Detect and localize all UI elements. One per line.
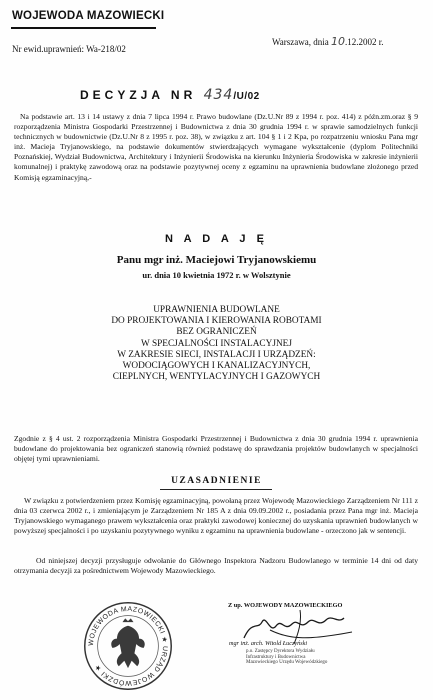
place-date-prefix: Warszawa, dnia [272,37,329,47]
qualification-line: UPRAWNIENIA BUDOWLANE [153,305,280,315]
qualification-line: W ZAKRESIE SIECI, INSTALACJI I URZĄDZEŃ: [117,349,316,360]
place-and-date [272,35,384,48]
signatory-role-line: Infrastruktury i Budownictwa [246,654,306,660]
justification-paragraph: W związku z potwierdzeniem przez Komisję egzaminacyjną, powołaną przez Wojewodę Mazowieckiego Zarządzeniem Nr 111 z dnia 03 czerwca 2002 r., i zmieniającym je Zarządzeniem Nr 185 A z dnia 09.09.2002 r., posiadania przez Pana mgr inż. Macieja Tryjanowskiego wymaganego prawem wykształcenia oraz praktyki zawodowej koniecznej do uzyskania uprawnień budowlanych w powyższej specjalności i po uzyskaniu pozytywnego wyniku z egzaminu na uprawnienia budowlane - orzeczono jak w sentencji. [14,496,418,536]
signatory-role [246,649,327,666]
qualification-line: BEZ OGRANICZEŃ [176,327,257,338]
scope-note-paragraph: Zgodnie z § 4 ust. 2 rozporządzenia Ministra Gospodarki Przestrzennej i Budownictwa z dnia 30 grudnia 1994 r. uprawnienia budowlane do projektowania bez ograniczeń stanowią również podstawę do sprawdzania projektów budowlanych w specjalności objętej tymi uprawnieniami. [14,434,418,464]
qualification-line: CIEPLNYCH, WENTYLACYJNYCH I GAZOWYCH [112,372,321,383]
qualification-line: WODOCIĄGOWYCH I KANALIZACYJNYCH, [122,361,311,372]
appeal-paragraph: Od niniejszej decyzji przysługuje odwołanie do Głównego Inspektora Nadzoru Budowlanego w terminie 14 dni od daty otrzymania decyzji za pośrednictwem Wojewody Mazowieckiego. [14,556,418,576]
place-date-suffix: .12.2002 r. [345,37,384,47]
addressee-name: Panu mgr inż. Maciejowi Tryjanowskiemu [116,254,317,266]
signatory-role-line: Mazowieckiego Urzędu Wojewódzkiego [246,660,328,666]
seal-legend: WOJEWODA MAZOWIECKI ★ URZĄD WOJEWÓDZKI ★ [87,605,169,686]
signatory-name: mgr inż. arch. Witold Łuczyński [229,640,308,647]
signatory-role-line: p.o. Zastępcy Dyrektora Wydziału [246,649,315,654]
decision-number-suffix: /U/02 [233,91,260,102]
justification-heading: UZASADNIENIE [171,476,262,486]
qualification-block [0,305,433,383]
qualification-line: DO PROJEKTOWANIA I KIEROWANIA ROBOTAMI [111,316,322,327]
decision-title-label: DECYZJA NR [80,88,197,102]
issuing-office: WOJEWODA MAZOWIECKI [12,10,165,22]
grants-heading: N A D A J Ę [165,233,268,245]
registration-number: Nr ewid.uprawnień: Wa-218/02 [12,44,126,54]
official-seal-icon [82,600,174,692]
signature-authority: Z up. WOJEWODY MAZOWIECKIEGO [228,602,343,609]
header-underline [11,27,156,29]
legal-basis-paragraph: Na podstawie art. 13 i 14 ustawy z dnia 7 lipca 1994 r. Prawo budowlane (Dz.U.Nr 89 z 1994 r. poz. 414) z późn.zm.oraz § 9 rozporządzenia Ministra Gospodarki Przestrzennej i Budownictwa z dnia 30 grudnia 1994 r. w sprawie samodzielnych funkcji technicznych w budownictwie (Dz.U.Nr 8 z 1995 r. poz. 38), w związku z art. 104 § 1 i 2 Kpa, po rozpatrzeniu wniosku Pana mgr inż. Macieja Tryjanowskiego, na podstawie dokumentów stwierdzających wymagane wykształcenie (dyplom Politechniki Poznańskiej, Wydział Budownictwa, Architektury i Inżynierii Środowiska na kierunku Inżynieria Środowiska w zakresie inżynierii komunalnej) i praktykę zawodową oraz na podstawie pozytywnej oceny z egzaminu na uprawnienia budowlane złożonego przed Komisją egzaminacyjną,- [14,112,418,182]
handwritten-decision-number: 434 [203,87,234,103]
decision-title [80,87,260,103]
justification-underline [160,489,272,490]
addressee-birth: ur. dnia 10 kwietnia 1972 r. w Wolsztynie [142,270,291,280]
qualification-line: W SPECJALNOŚCI INSTALACYJNEJ [141,338,292,349]
handwritten-day: 10 [331,35,345,48]
